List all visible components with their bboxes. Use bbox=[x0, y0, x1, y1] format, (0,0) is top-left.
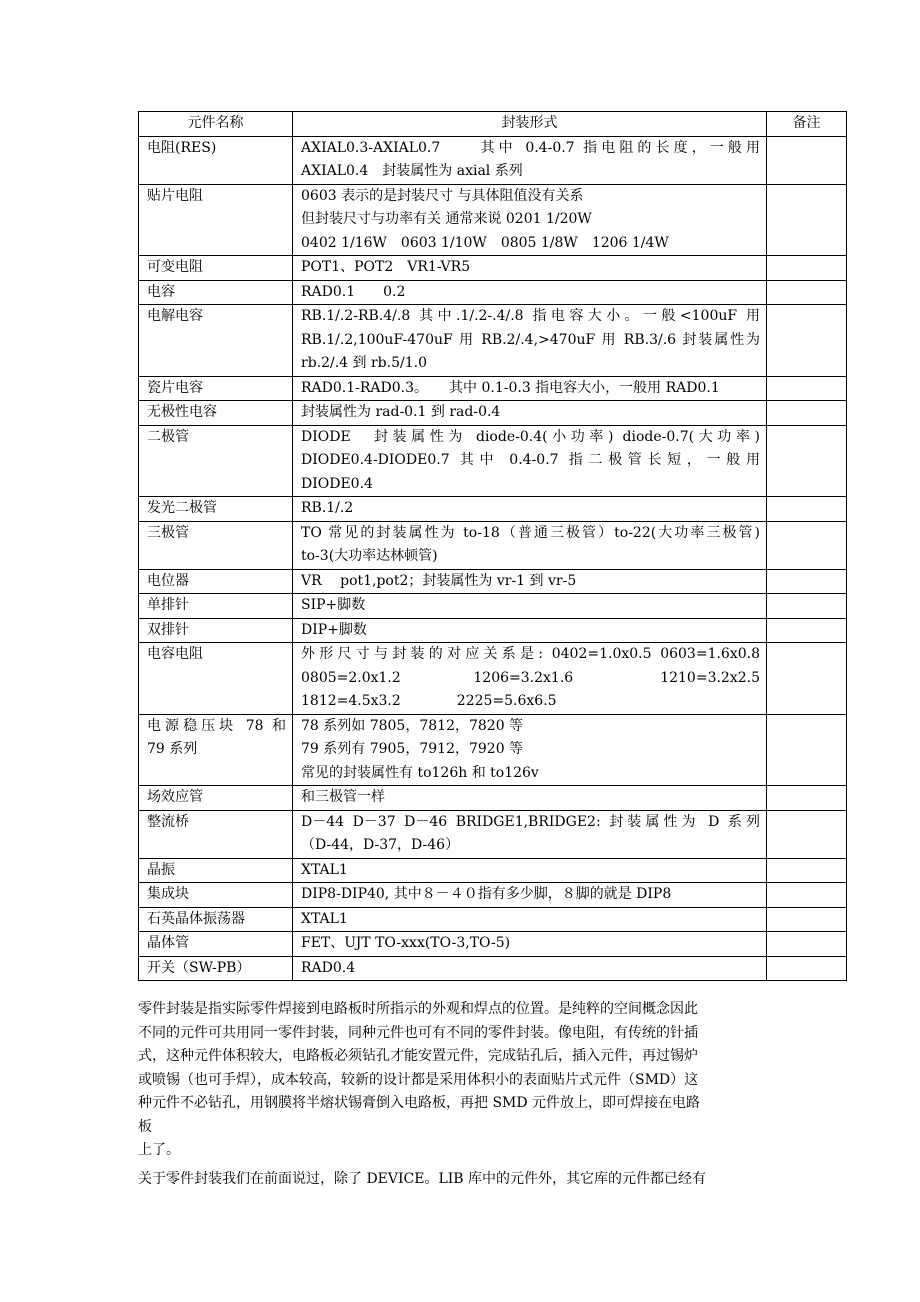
package-form-line: to-3(大功率达林顿管) bbox=[301, 548, 438, 564]
table-row bbox=[139, 497, 847, 522]
header-package-form: 封装形式 bbox=[293, 112, 767, 137]
table-row bbox=[139, 256, 847, 281]
table-row bbox=[139, 280, 847, 305]
component-name-line: 电解电容 bbox=[147, 308, 203, 324]
package-table bbox=[138, 111, 847, 981]
package-form-line: RAD0.1 0.2 bbox=[301, 283, 406, 300]
component-name-line: 开关（SW-PB） bbox=[147, 959, 251, 976]
remarks-cell bbox=[767, 401, 847, 426]
component-name-line: 瓷片电容 bbox=[147, 379, 203, 396]
table-row bbox=[139, 521, 847, 569]
component-name-line: 石英晶体振荡器 bbox=[147, 910, 245, 927]
table-row bbox=[139, 810, 847, 858]
package-form-cell bbox=[293, 932, 767, 957]
component-name-cell bbox=[139, 810, 293, 858]
paragraph-package-definition bbox=[138, 998, 784, 1163]
package-form-line: 78 系列如 7805，7812，7820 等 bbox=[301, 717, 524, 734]
paragraph-line: 上了。 bbox=[138, 1142, 180, 1158]
component-name-cell bbox=[139, 618, 293, 643]
table-row bbox=[139, 184, 847, 256]
table-row bbox=[139, 956, 847, 981]
paragraph-line: 不同的元件可共用同一零件封装，同种元件也可有不同的零件封装。像电阻，有传统的针插 bbox=[138, 1024, 698, 1041]
remarks-cell bbox=[767, 256, 847, 281]
table-row bbox=[139, 786, 847, 811]
component-name-line: 79 系列 bbox=[147, 741, 198, 757]
remarks-cell bbox=[767, 786, 847, 811]
component-name-cell bbox=[139, 956, 293, 981]
remarks-cell bbox=[767, 184, 847, 256]
component-name-line: 电容 bbox=[147, 283, 175, 300]
package-form-cell bbox=[293, 305, 767, 377]
package-form-line: DIODE 封装属性为 diode-0.4(小功率) diode-0.7(大功率) bbox=[301, 428, 760, 445]
paragraph-line: 种元件不必钻孔，用钢膜将半熔状锡膏倒入电路板，再把 SMD 元件放上，即可焊接在电路 bbox=[138, 1095, 701, 1111]
remarks-cell bbox=[767, 305, 847, 377]
remarks-cell bbox=[767, 376, 847, 401]
package-form-line: 和三极管一样 bbox=[301, 789, 385, 805]
component-name-line: 集成块 bbox=[147, 886, 189, 902]
remarks-cell bbox=[767, 956, 847, 981]
remarks-cell bbox=[767, 858, 847, 883]
package-form-line: 1812=4.5x3.2 2225=5.6x6.5 bbox=[301, 693, 557, 709]
table-row bbox=[139, 932, 847, 957]
component-name-cell bbox=[139, 497, 293, 522]
package-form-line: DIP8-DIP40, 其中８－４０指有多少脚，８脚的就是 DIP8 bbox=[301, 886, 672, 902]
package-form-line: D－44 D－37 D－46 BRIDGE1,BRIDGE2: 封装属性为 D 系列 bbox=[301, 813, 760, 830]
component-name-line: 电位器 bbox=[147, 572, 189, 589]
package-form-cell bbox=[293, 569, 767, 594]
package-form-cell bbox=[293, 425, 767, 497]
component-name-cell bbox=[139, 256, 293, 281]
header-component-name: 元件名称 bbox=[139, 112, 293, 137]
component-name-cell bbox=[139, 401, 293, 426]
component-name-cell bbox=[139, 376, 293, 401]
component-name-cell bbox=[139, 932, 293, 957]
table-row bbox=[139, 858, 847, 883]
paragraph-line: 关于零件封装我们在前面说过，除了 DEVICE。LIB 库中的元件外，其它库的元件都已经有 bbox=[138, 1171, 707, 1187]
component-name-cell bbox=[139, 280, 293, 305]
component-name-cell bbox=[139, 425, 293, 497]
package-form-line: RAD0.4 bbox=[301, 959, 356, 976]
component-name-cell bbox=[139, 883, 293, 908]
component-name-line: 场效应管 bbox=[147, 789, 203, 805]
component-name-cell bbox=[139, 714, 293, 786]
table-row bbox=[139, 401, 847, 426]
component-name-cell bbox=[139, 521, 293, 569]
table-row bbox=[139, 714, 847, 786]
package-form-line: 封装属性为 rad-0.1 到 rad-0.4 bbox=[301, 404, 501, 420]
remarks-cell bbox=[767, 932, 847, 957]
package-form-cell bbox=[293, 786, 767, 811]
package-form-line: AXIAL0.3-AXIAL0.7 其中 0.4-0.7 指电阻的长度，一般用 bbox=[301, 139, 760, 156]
package-form-cell bbox=[293, 256, 767, 281]
component-name-cell bbox=[139, 786, 293, 811]
remarks-cell bbox=[767, 280, 847, 305]
package-form-cell bbox=[293, 618, 767, 643]
table-row bbox=[139, 305, 847, 377]
table-row bbox=[139, 618, 847, 643]
paragraph-package-library bbox=[138, 1168, 784, 1192]
package-form-line: RB.1/.2-RB.4/.8 其中.1/.2-.4/.8 指电容大小。一般<100uF 用 bbox=[301, 308, 760, 324]
package-form-cell bbox=[293, 376, 767, 401]
remarks-cell bbox=[767, 643, 847, 715]
component-name-line: 晶体管 bbox=[147, 935, 189, 951]
component-name-cell bbox=[139, 858, 293, 883]
paragraph-line: 板 bbox=[138, 1118, 152, 1135]
table-row bbox=[139, 907, 847, 932]
package-form-cell bbox=[293, 714, 767, 786]
component-name-cell bbox=[139, 643, 293, 715]
package-form-cell bbox=[293, 521, 767, 569]
package-form-cell bbox=[293, 643, 767, 715]
package-form-line: POT1、POT2 VR1-VR5 bbox=[301, 259, 471, 275]
package-form-line: TO 常见的封装属性为 to-18（普通三极管）to-22(大功率三极管) bbox=[301, 524, 760, 541]
table-row bbox=[139, 594, 847, 619]
component-name-cell bbox=[139, 184, 293, 256]
remarks-cell bbox=[767, 521, 847, 569]
component-name-line: 可变电阻 bbox=[147, 259, 203, 275]
remarks-cell bbox=[767, 810, 847, 858]
package-form-cell bbox=[293, 956, 767, 981]
component-name-cell bbox=[139, 569, 293, 594]
remarks-cell bbox=[767, 907, 847, 932]
component-name-line: 晶振 bbox=[147, 861, 175, 878]
package-form-line: FET、UJT TO-xxx(TO-3,TO-5) bbox=[301, 935, 511, 951]
package-form-cell bbox=[293, 858, 767, 883]
remarks-cell bbox=[767, 136, 847, 184]
package-form-line: 常见的封装属性有 to126h 和 to126v bbox=[301, 764, 539, 781]
package-form-line: XTAL1 bbox=[301, 910, 348, 927]
package-form-line: VR pot1,pot2；封装属性为 vr-1 到 vr-5 bbox=[301, 572, 577, 589]
package-form-line: DIODE0.4-DIODE0.7 其中 0.4-0.7 指二极管长短，一般用 bbox=[301, 452, 760, 468]
table-row bbox=[139, 136, 847, 184]
component-name-line: 发光二极管 bbox=[147, 500, 217, 516]
package-form-cell bbox=[293, 184, 767, 256]
package-form-cell bbox=[293, 594, 767, 619]
component-name-cell bbox=[139, 305, 293, 377]
package-form-line: 0805=2.0x1.2 1206=3.2x1.6 1210=3.2x2.5 bbox=[301, 669, 760, 686]
package-form-line: rb.2/.4 到 rb.5/1.0 bbox=[301, 355, 427, 371]
remarks-cell bbox=[767, 569, 847, 594]
package-form-line: 外形尺寸与封装的对应关系是: 0402=1.0x0.5 0603=1.6x0.8 bbox=[301, 646, 760, 662]
component-name-line: 三极管 bbox=[147, 524, 189, 541]
package-form-cell bbox=[293, 280, 767, 305]
package-form-line: SIP+脚数 bbox=[301, 597, 366, 613]
component-name-line: 整流桥 bbox=[147, 813, 189, 830]
component-name-line: 电源稳压块 78 和 bbox=[147, 717, 286, 734]
component-name-cell bbox=[139, 136, 293, 184]
table-row bbox=[139, 643, 847, 715]
component-name-line: 电容电阻 bbox=[147, 646, 203, 662]
component-name-line: 无极性电容 bbox=[147, 404, 217, 420]
paragraph-line: 或喷锡（也可手焊），成本较高，较新的设计都是采用体积小的表面贴片式元件（SMD）这 bbox=[138, 1071, 699, 1088]
component-name-line: 双排针 bbox=[147, 621, 189, 638]
package-form-line: 79 系列有 7905，7912，7920 等 bbox=[301, 741, 524, 757]
header-remarks: 备注 bbox=[767, 112, 847, 137]
table-header-row bbox=[139, 112, 847, 137]
package-form-cell bbox=[293, 810, 767, 858]
component-name-line: 单排针 bbox=[147, 597, 189, 613]
package-form-line: RB.1/.2,100uF-470uF 用 RB.2/.4,>470uF 用 RB.3/.6 封装属性为 bbox=[301, 331, 760, 348]
component-name-line: 二极管 bbox=[147, 428, 189, 445]
package-form-line: AXIAL0.4 封装属性为 axial 系列 bbox=[301, 163, 523, 179]
table-row bbox=[139, 883, 847, 908]
table-row bbox=[139, 425, 847, 497]
paragraph-line: 零件封装是指实际零件焊接到电路板时所指示的外观和焊点的位置。是纯粹的空间概念因此 bbox=[138, 1001, 698, 1017]
component-name-line: 贴片电阻 bbox=[147, 187, 203, 204]
package-form-line: DIP+脚数 bbox=[301, 621, 367, 638]
table-row bbox=[139, 376, 847, 401]
package-form-line: 但封装尺寸与功率有关 通常来说 0201 1/20W bbox=[301, 211, 592, 227]
package-form-line: XTAL1 bbox=[301, 861, 348, 878]
package-form-cell bbox=[293, 497, 767, 522]
package-form-line: RB.1/.2 bbox=[301, 500, 354, 516]
package-form-cell bbox=[293, 907, 767, 932]
package-form-cell bbox=[293, 136, 767, 184]
paragraph-line: 式，这种元件体积较大，电路板必须钻孔才能安置元件，完成钻孔后，插入元件，再过锡炉 bbox=[138, 1048, 698, 1064]
remarks-cell bbox=[767, 594, 847, 619]
remarks-cell bbox=[767, 714, 847, 786]
package-form-line: 0603 表示的是封装尺寸 与具体阻值没有关系 bbox=[301, 187, 584, 204]
package-form-line: RAD0.1-RAD0.3。 其中 0.1-0.3 指电容大小，一般用 RAD0.1 bbox=[301, 379, 720, 396]
remarks-cell bbox=[767, 425, 847, 497]
remarks-cell bbox=[767, 618, 847, 643]
remarks-cell bbox=[767, 883, 847, 908]
table-row bbox=[139, 569, 847, 594]
component-name-cell bbox=[139, 907, 293, 932]
component-name-cell bbox=[139, 594, 293, 619]
package-form-cell bbox=[293, 401, 767, 426]
package-form-cell bbox=[293, 883, 767, 908]
package-form-line: DIODE0.4 bbox=[301, 475, 373, 492]
remarks-cell bbox=[767, 497, 847, 522]
component-name-line: 电阻(RES) bbox=[147, 139, 217, 156]
package-form-line: （D-44，D-37，D-46） bbox=[301, 837, 460, 853]
package-form-line: 0402 1/16W 0603 1/10W 0805 1/8W 1206 1/4W bbox=[301, 234, 669, 251]
